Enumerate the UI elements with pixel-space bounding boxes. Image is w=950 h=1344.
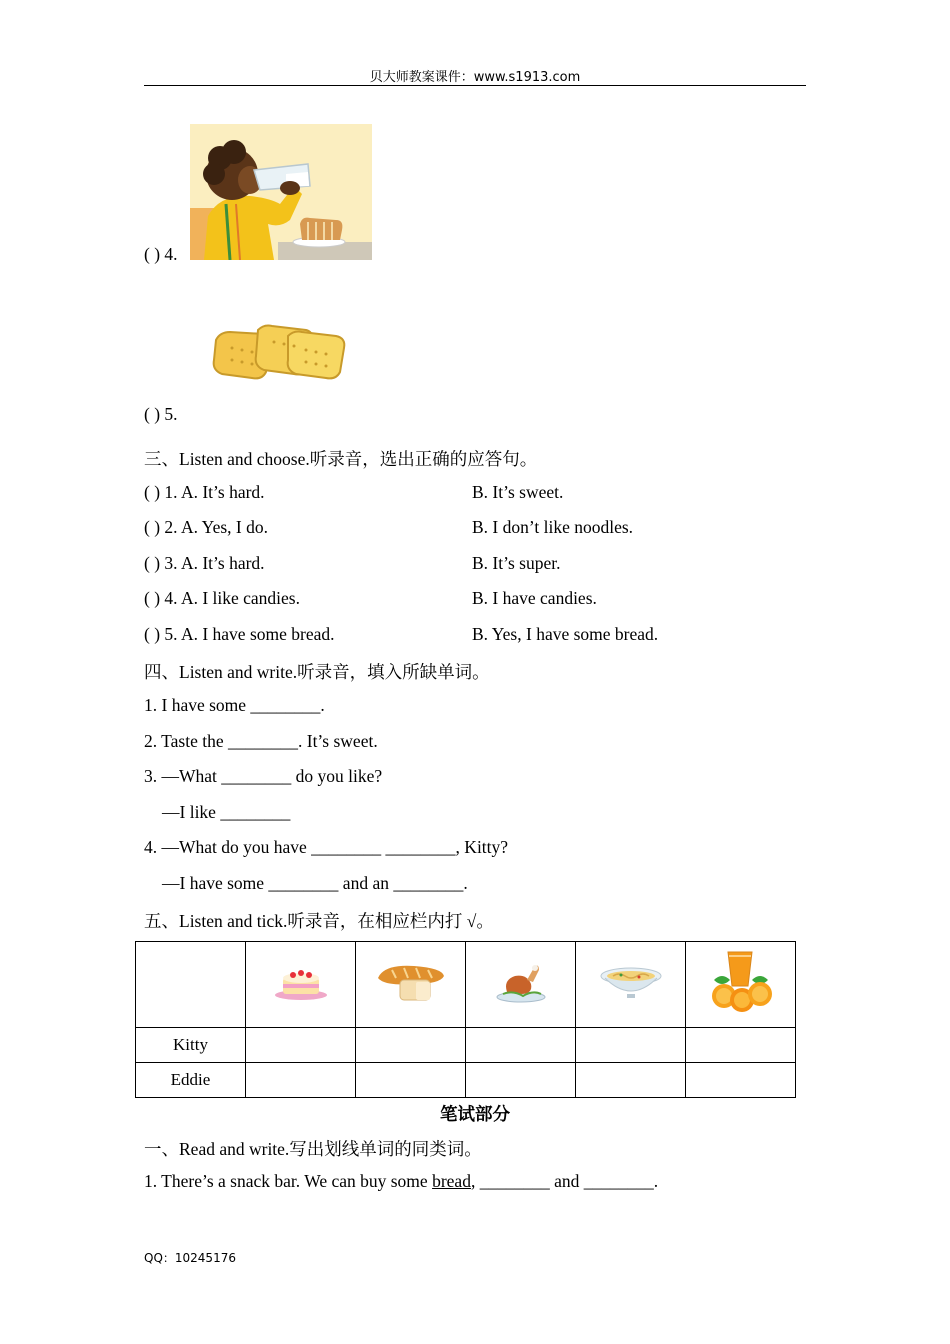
- written-q1-prefix: 1. There’s a snack bar. We can buy some: [144, 1171, 433, 1191]
- s3-q4-option-b: B. I have candies.: [472, 588, 597, 608]
- kitty-orange-juice-cell[interactable]: [686, 1028, 796, 1063]
- tick-table: [135, 941, 796, 1098]
- cake-icon: [273, 987, 329, 1006]
- page-footer: QQ：10245176: [144, 1251, 236, 1265]
- kitty-chicken-cell[interactable]: [466, 1028, 576, 1063]
- bread-icon: [374, 989, 448, 1008]
- noodles-icon: [599, 985, 663, 1004]
- kitty-cake-cell[interactable]: [246, 1028, 356, 1063]
- s4-line-3: 3. —What ________ do you like?: [144, 766, 383, 786]
- header-empty-cell: [136, 942, 246, 1028]
- written-q1: [144, 1171, 658, 1192]
- noodles-cell: [576, 942, 686, 1028]
- s4-line-3-answer: —I like ________: [162, 802, 291, 822]
- eddie-noodles-cell[interactable]: [576, 1063, 686, 1098]
- written-q1-underlined-word: bread: [432, 1171, 471, 1191]
- section-4-title: 四、Listen and write.听录音，填入所缺单词。: [144, 662, 490, 682]
- chicken-icon: [493, 989, 549, 1008]
- page-header: 贝大师教案课件：www.s1913.com: [369, 70, 581, 85]
- s4-line-4: 4. —What do you have ________ ________, Kitty?: [144, 837, 509, 857]
- bread-cell: [356, 942, 466, 1028]
- question-5-label: ( ) 5.: [144, 404, 178, 424]
- s3-q3-option-b: B. It’s super.: [472, 553, 561, 573]
- s3-q1-option-b: B. It’s sweet.: [472, 482, 564, 502]
- s3-q1-option-a: ( ) 1. A. It’s hard.: [144, 482, 265, 502]
- eddie-orange-juice-cell[interactable]: [686, 1063, 796, 1098]
- s3-q2-option-b: B. I don’t like noodles.: [472, 517, 634, 537]
- section-3-title: 三、Listen and choose.听录音，选出正确的应答句。: [144, 449, 538, 469]
- orange-juice-icon: [706, 999, 776, 1018]
- row-label-kitty: Kitty: [136, 1028, 246, 1063]
- kitty-bread-cell[interactable]: [356, 1028, 466, 1063]
- crackers-image: [210, 320, 350, 382]
- s4-line-4-answer: —I have some ________ and an ________.: [162, 873, 468, 893]
- s4-line-1: 1. I have some ________.: [144, 695, 325, 715]
- written-part-title: 笔试部分: [440, 1104, 510, 1124]
- s4-line-2: 2. Taste the ________. It’s sweet.: [144, 731, 378, 751]
- s3-q4-option-a: ( ) 4. A. I like candies.: [144, 588, 300, 608]
- s3-q5-option-b: B. Yes, I have some bread.: [472, 624, 659, 644]
- row-label-eddie: Eddie: [136, 1063, 246, 1098]
- eddie-chicken-cell[interactable]: [466, 1063, 576, 1098]
- chicken-cell: [466, 942, 576, 1028]
- orange-juice-cell: [686, 942, 796, 1028]
- eddie-bread-cell[interactable]: [356, 1063, 466, 1098]
- question-4-label: ( ) 4.: [144, 244, 178, 264]
- s3-q3-option-a: ( ) 3. A. It’s hard.: [144, 553, 265, 573]
- section-5-title: 五、Listen and tick.听录音，在相应栏内打 √。: [144, 911, 494, 931]
- written-section-1-title: 一、Read and write.写出划线单词的同类词。: [144, 1139, 482, 1159]
- kitty-noodles-cell[interactable]: [576, 1028, 686, 1063]
- cake-cell: [246, 942, 356, 1028]
- boy-drinking-milk-image: [190, 124, 372, 260]
- header-rule: [144, 85, 806, 86]
- written-q1-suffix: , ________ and ________.: [470, 1171, 659, 1191]
- s3-q5-option-a: ( ) 5. A. I have some bread.: [144, 624, 335, 644]
- eddie-cake-cell[interactable]: [246, 1063, 356, 1098]
- s3-q2-option-a: ( ) 2. A. Yes, I do.: [144, 517, 268, 537]
